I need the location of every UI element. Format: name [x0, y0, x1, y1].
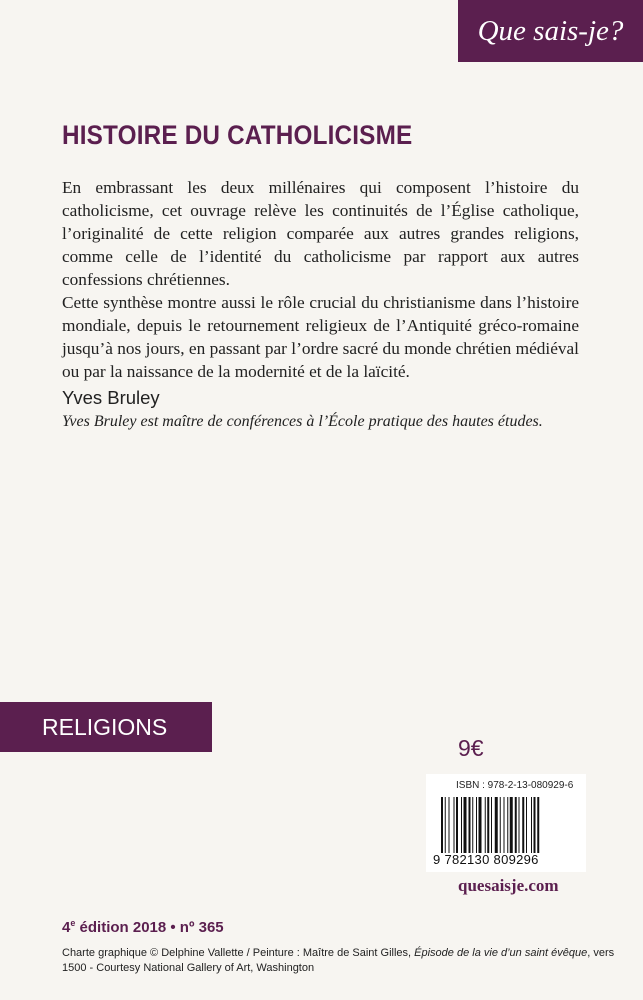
edition-number: 4 [62, 919, 71, 936]
credits [62, 946, 632, 976]
isbn-label: ISBN : 978-2-13-080929-6 [456, 780, 574, 791]
credits-suffix: , vers 1500 - Courtesy National Gallery of Art, Washington [62, 947, 615, 974]
barcode-icon [441, 797, 573, 853]
brand-logo [458, 0, 643, 62]
description-paragraph-2: Cette synthèse montre aussi le rôle crucial du christianisme dans l’histoire mondiale, depuis le retournement religieux de l’Antiquité gréco-romaine jusqu’à nos jours, en passant par l’ordre sacré du monde chrétien médiéval ou par la naissance de la modernité et de la laïcité. [62, 293, 579, 381]
price: 9€ [458, 735, 484, 761]
author-bio: Yves Bruley est maître de conférences à l’École pratique des hautes études. [62, 413, 543, 430]
category-banner: RELIGIONS [0, 702, 212, 752]
artwork-title: Épisode de la vie d’un saint évêque [414, 947, 588, 959]
edition-rest: édition 2018 • nº 365 [75, 919, 224, 936]
edition-suffix: e [70, 918, 76, 928]
book-title: HISTOIRE DU CATHOLICISME [62, 120, 413, 150]
website-link[interactable]: quesaisje.com [458, 876, 559, 895]
barcode-digits: 9 782130 809296 [433, 852, 539, 867]
credits-prefix: Charte graphique © Delphine Vallette / Peinture : Maître de Saint Gilles, [62, 947, 415, 959]
description-paragraph-1: En embrassant les deux millénaires qui composent l’histoire du catholicisme, cet ouvrage relève les continuités de l’Église catholique, l’originalité de cette religion comparée aux autres grandes religions, comme celle de l’identité du catholicisme par rapport aux autres confessions chrétiennes. [62, 178, 579, 289]
edition-info [62, 918, 224, 936]
book-description [62, 176, 579, 383]
brand-label: Que sais-je? [477, 15, 624, 47]
author-name: Yves Bruley [62, 387, 160, 408]
